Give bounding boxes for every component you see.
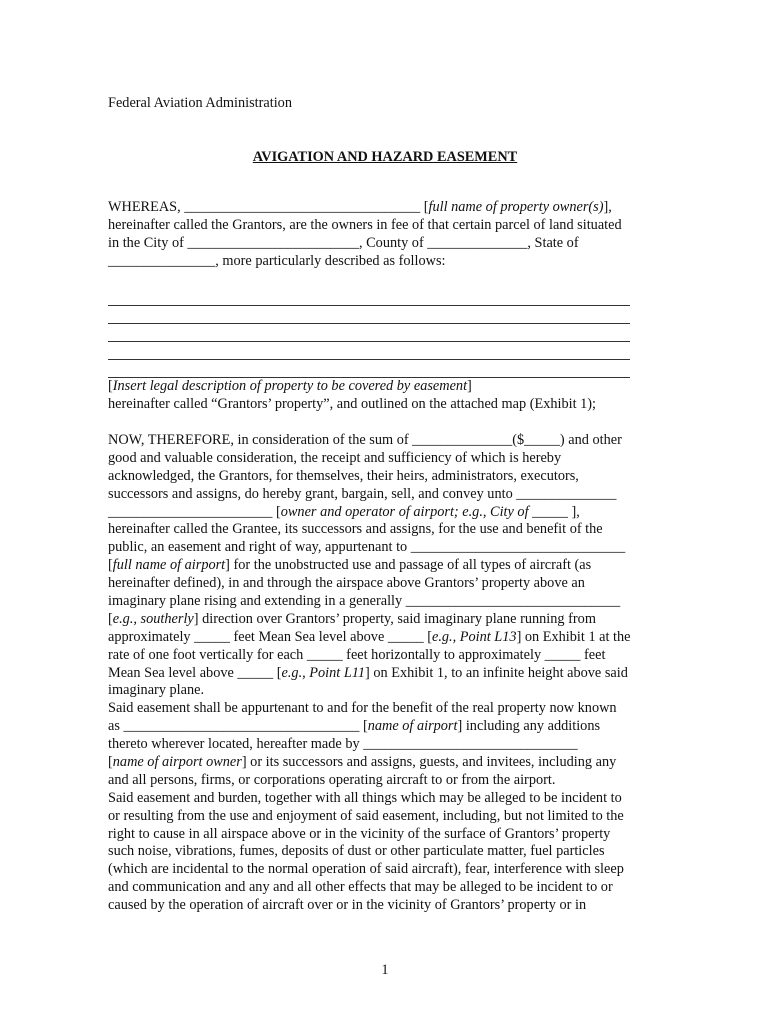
text-line: Mean Sea level above _____ [e.g., Point L11] on Exhibit 1, to an infinite height above said <box>108 664 628 681</box>
text-line: and communication and any and all other effects that may be alleged to be incident to or <box>108 879 613 896</box>
legal-description-note <box>108 378 668 414</box>
text-line: caused by the operation of aircraft over or in the vicinity of Grantors’ property or in <box>108 897 587 914</box>
text-line: [full name of airport] for the unobstructed use and passage of all types of aircraft (as <box>108 557 592 574</box>
document-title: AVIGATION AND HAZARD EASEMENT <box>252 149 518 165</box>
text-line: as _________________________________ [name of airport] including any additions <box>108 718 601 735</box>
legal-description-line <box>108 359 630 360</box>
text-line: public, an easement and right of way, appurtenant to ______________________________ <box>108 539 626 556</box>
text-line: and all persons, firms, or corporations operating aircraft to or from the airport. <box>108 771 556 788</box>
text-line: rate of one foot vertically for each _____ feet horizontally to approximately _____ feet <box>108 646 606 663</box>
text-line: approximately _____ feet Mean Sea level above _____ [e.g., Point L13] on Exhibit 1 at the <box>108 628 631 645</box>
text-line: Said easement shall be appurtenant to and for the benefit of the real property now known <box>108 700 617 717</box>
agency-header: Federal Aviation Administration <box>108 95 292 111</box>
page-number: 1 <box>381 962 389 978</box>
legal-description-line <box>108 323 630 324</box>
text-line: hereinafter called “Grantors’ property”, and outlined on the attached map (Exhibit 1); <box>108 395 597 412</box>
text-line: in the City of ________________________, County of ______________, State of <box>108 234 579 251</box>
text-line: hereinafter called the Grantors, are the owners in fee of that certain parcel of land situated <box>108 216 622 233</box>
grant-body <box>108 432 668 915</box>
text-line: imaginary plane. <box>108 682 205 699</box>
text-line: right to cause in all airspace above or in the vicinity of the surface of Grantors’ property <box>108 825 611 842</box>
text-line: [Insert legal description of property to be covered by easement] <box>108 378 472 394</box>
text-line: or resulting from the use and enjoyment of said easement, including, but not limited to the <box>108 807 624 824</box>
text-line: such noise, vibrations, fumes, deposits of dust or other particulate matter, fuel particles <box>108 843 605 860</box>
text-line: successors and assigns, do hereby grant, bargain, sell, and convey unto ______________ <box>108 485 617 502</box>
text-line: (which are incidental to the normal operation of said aircraft), fear, interference with sleep <box>108 861 624 878</box>
text-line: good and valuable consideration, the receipt and sufficiency of which is hereby <box>108 449 562 466</box>
text-line: imaginary plane rising and extending in a generally ______________________________ <box>108 593 621 610</box>
text-line: _______________________ [owner and operator of airport; e.g., City of _____ ], <box>108 503 580 520</box>
text-line: [e.g., southerly] direction over Grantors’ property, said imaginary plane running from <box>108 610 596 627</box>
legal-description-line <box>108 305 630 306</box>
text-line: WHEREAS, _________________________________ [full name of property owner(s)], <box>108 199 612 215</box>
text-line: NOW, THEREFORE, in consideration of the sum of ______________($_____) and other <box>108 432 622 448</box>
text-line: thereto wherever located, hereafter made by ______________________________ <box>108 736 578 753</box>
text-line: _______________, more particularly described as follows: <box>108 252 446 269</box>
text-line: Said easement and burden, together with all things which may be alleged to be incident to <box>108 789 622 806</box>
text-line: hereinafter defined), in and through the airspace above Grantors’ property above an <box>108 575 585 592</box>
text-line: [name of airport owner] or its successors and assigns, guests, and invitees, including any <box>108 754 617 771</box>
legal-description-line <box>108 341 630 342</box>
text-line: hereinafter called the Grantee, its successors and assigns, for the use and benefit of the <box>108 521 603 538</box>
text-line: acknowledged, the Grantors, for themselves, their heirs, administrators, executors, <box>108 467 579 484</box>
whereas-paragraph <box>108 199 668 271</box>
